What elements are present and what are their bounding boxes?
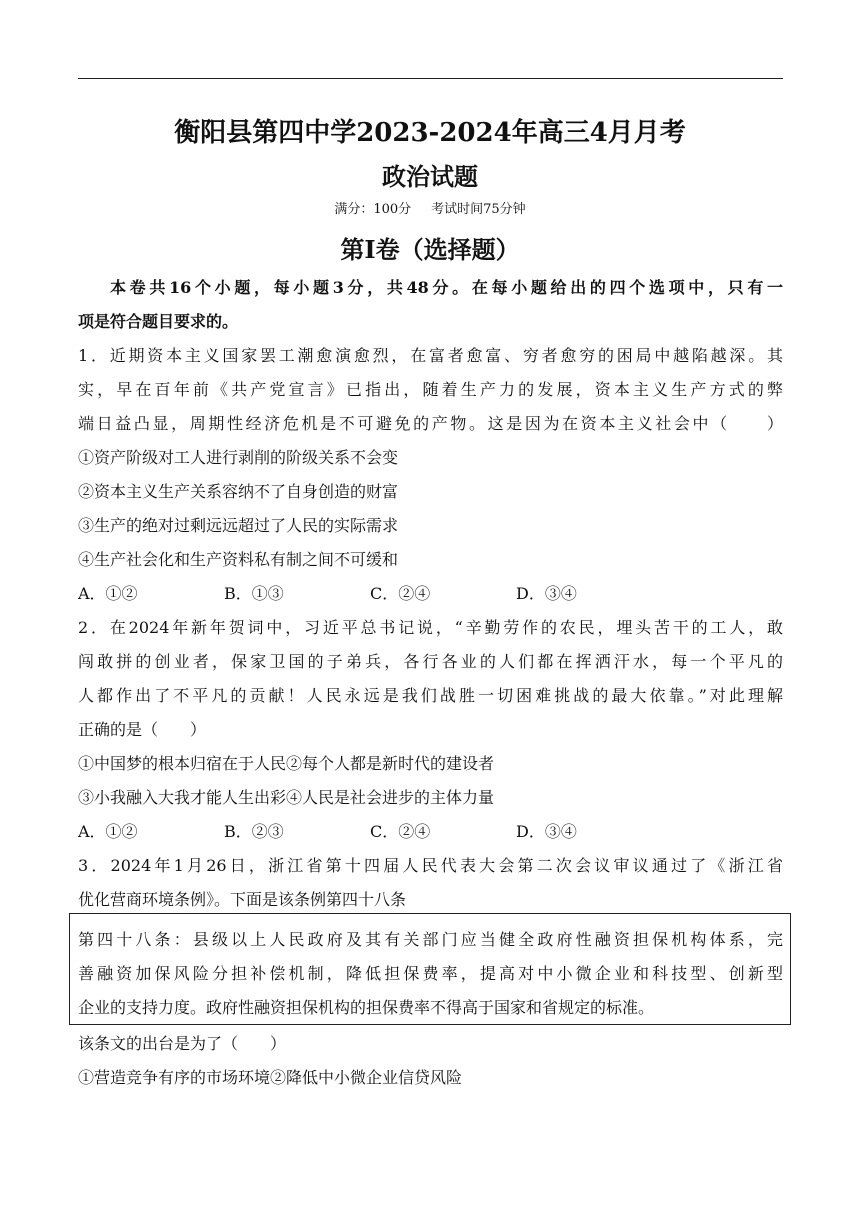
question-1-text: 实，早在百年前《共产党宣言》已指出，随着生产力的发展，资本主义生产方式的弊: [78, 380, 783, 399]
question-1-text: 1．近期资本主义国家罢工潮愈演愈烈，在富者愈富、穷者愈穷的困局中越陷越深。其: [78, 346, 783, 365]
question-2-text: 2．在2024年新年贺词中，习近平总书记说，“辛勤劳作的农民，埋头苦干的工人，敢: [78, 618, 783, 637]
regulation-text: 善融资加保风险分担补偿机制，降低担保费率，提高对中小微企业和科技型、创新型: [78, 964, 783, 983]
section-title: 第Ⅰ卷（选择题）: [340, 235, 520, 264]
header-rule: [78, 78, 783, 79]
option-d[interactable]: D．③④: [516, 584, 577, 603]
question-1-statement: ③生产的绝对过剩远远超过了人民的实际需求: [78, 516, 399, 535]
question-2-options: [78, 822, 662, 842]
question-2-text: 正确的是（ ）: [78, 720, 207, 739]
score-text: 满分：100分: [334, 202, 412, 217]
option-b[interactable]: B．②③: [224, 822, 284, 841]
exam-subtitle: 政治试题: [382, 162, 478, 191]
option-d[interactable]: D．③④: [516, 822, 577, 841]
option-c[interactable]: C．②④: [370, 822, 431, 841]
option-a[interactable]: A．①②: [78, 822, 138, 841]
question-1-options: [78, 584, 662, 604]
question-1-statement: ①资产阶级对工人进行剥削的阶级关系不会变: [78, 448, 399, 467]
option-c[interactable]: C．②④: [370, 584, 431, 603]
exam-meta: [0, 198, 860, 217]
instructions-line: 本卷共16个小题，每小题3分，共48分。在每小题给出的四个选项中，只有一: [110, 278, 783, 297]
regulation-text: 第四十八条：县级以上人民政府及其有关部门应当健全政府性融资担保机构体系，完: [78, 930, 783, 949]
question-2-statement: ③小我融入大我才能人生出彩④人民是社会进步的主体力量: [78, 788, 495, 807]
question-1-statement: ④生产社会化和生产资料私有制之间不可缓和: [78, 550, 399, 569]
time-text: 考试时间75分钟: [431, 202, 526, 217]
option-b[interactable]: B．①③: [224, 584, 284, 603]
regulation-text: 企业的支持力度。政府性融资担保机构的担保费率不得高于国家和省规定的标准。: [78, 998, 655, 1017]
question-2-statement: ①中国梦的根本归宿在于人民②每个人都是新时代的建设者: [78, 754, 495, 773]
question-3-text: 3．2024年1月26日，浙江省第十四届人民代表大会第二次会议审议通过了《浙江省: [78, 856, 783, 875]
question-1-statement: ②资本主义生产关系容纳不了自身创造的财富: [78, 482, 399, 501]
question-2-text: 闯敢拼的创业者，保家卫国的子弟兵，各行各业的人们都在挥洒汗水，每一个平凡的: [78, 652, 783, 671]
question-1-text: 端日益凸显，周期性经济危机是不可避免的产物。这是因为在资本主义社会中（ ）: [78, 414, 783, 433]
instructions-line: 项是符合题目要求的。: [78, 312, 239, 331]
question-3-text: 优化营商环境条例》。下面是该条例第四十八条: [78, 890, 407, 909]
exam-title: 衡阳县第四中学2023-2024年高三4月月考: [174, 118, 686, 148]
question-3-statement: ①营造竞争有序的市场环境②降低中小微企业信贷风险: [78, 1068, 463, 1087]
question-3-prompt: 该条文的出台是为了（ ）: [78, 1034, 287, 1053]
question-2-text: 人都作出了不平凡的贡献！人民永远是我们战胜一切困难挑战的最大依靠。”对此理解: [78, 686, 783, 705]
option-a[interactable]: A．①②: [78, 584, 138, 603]
